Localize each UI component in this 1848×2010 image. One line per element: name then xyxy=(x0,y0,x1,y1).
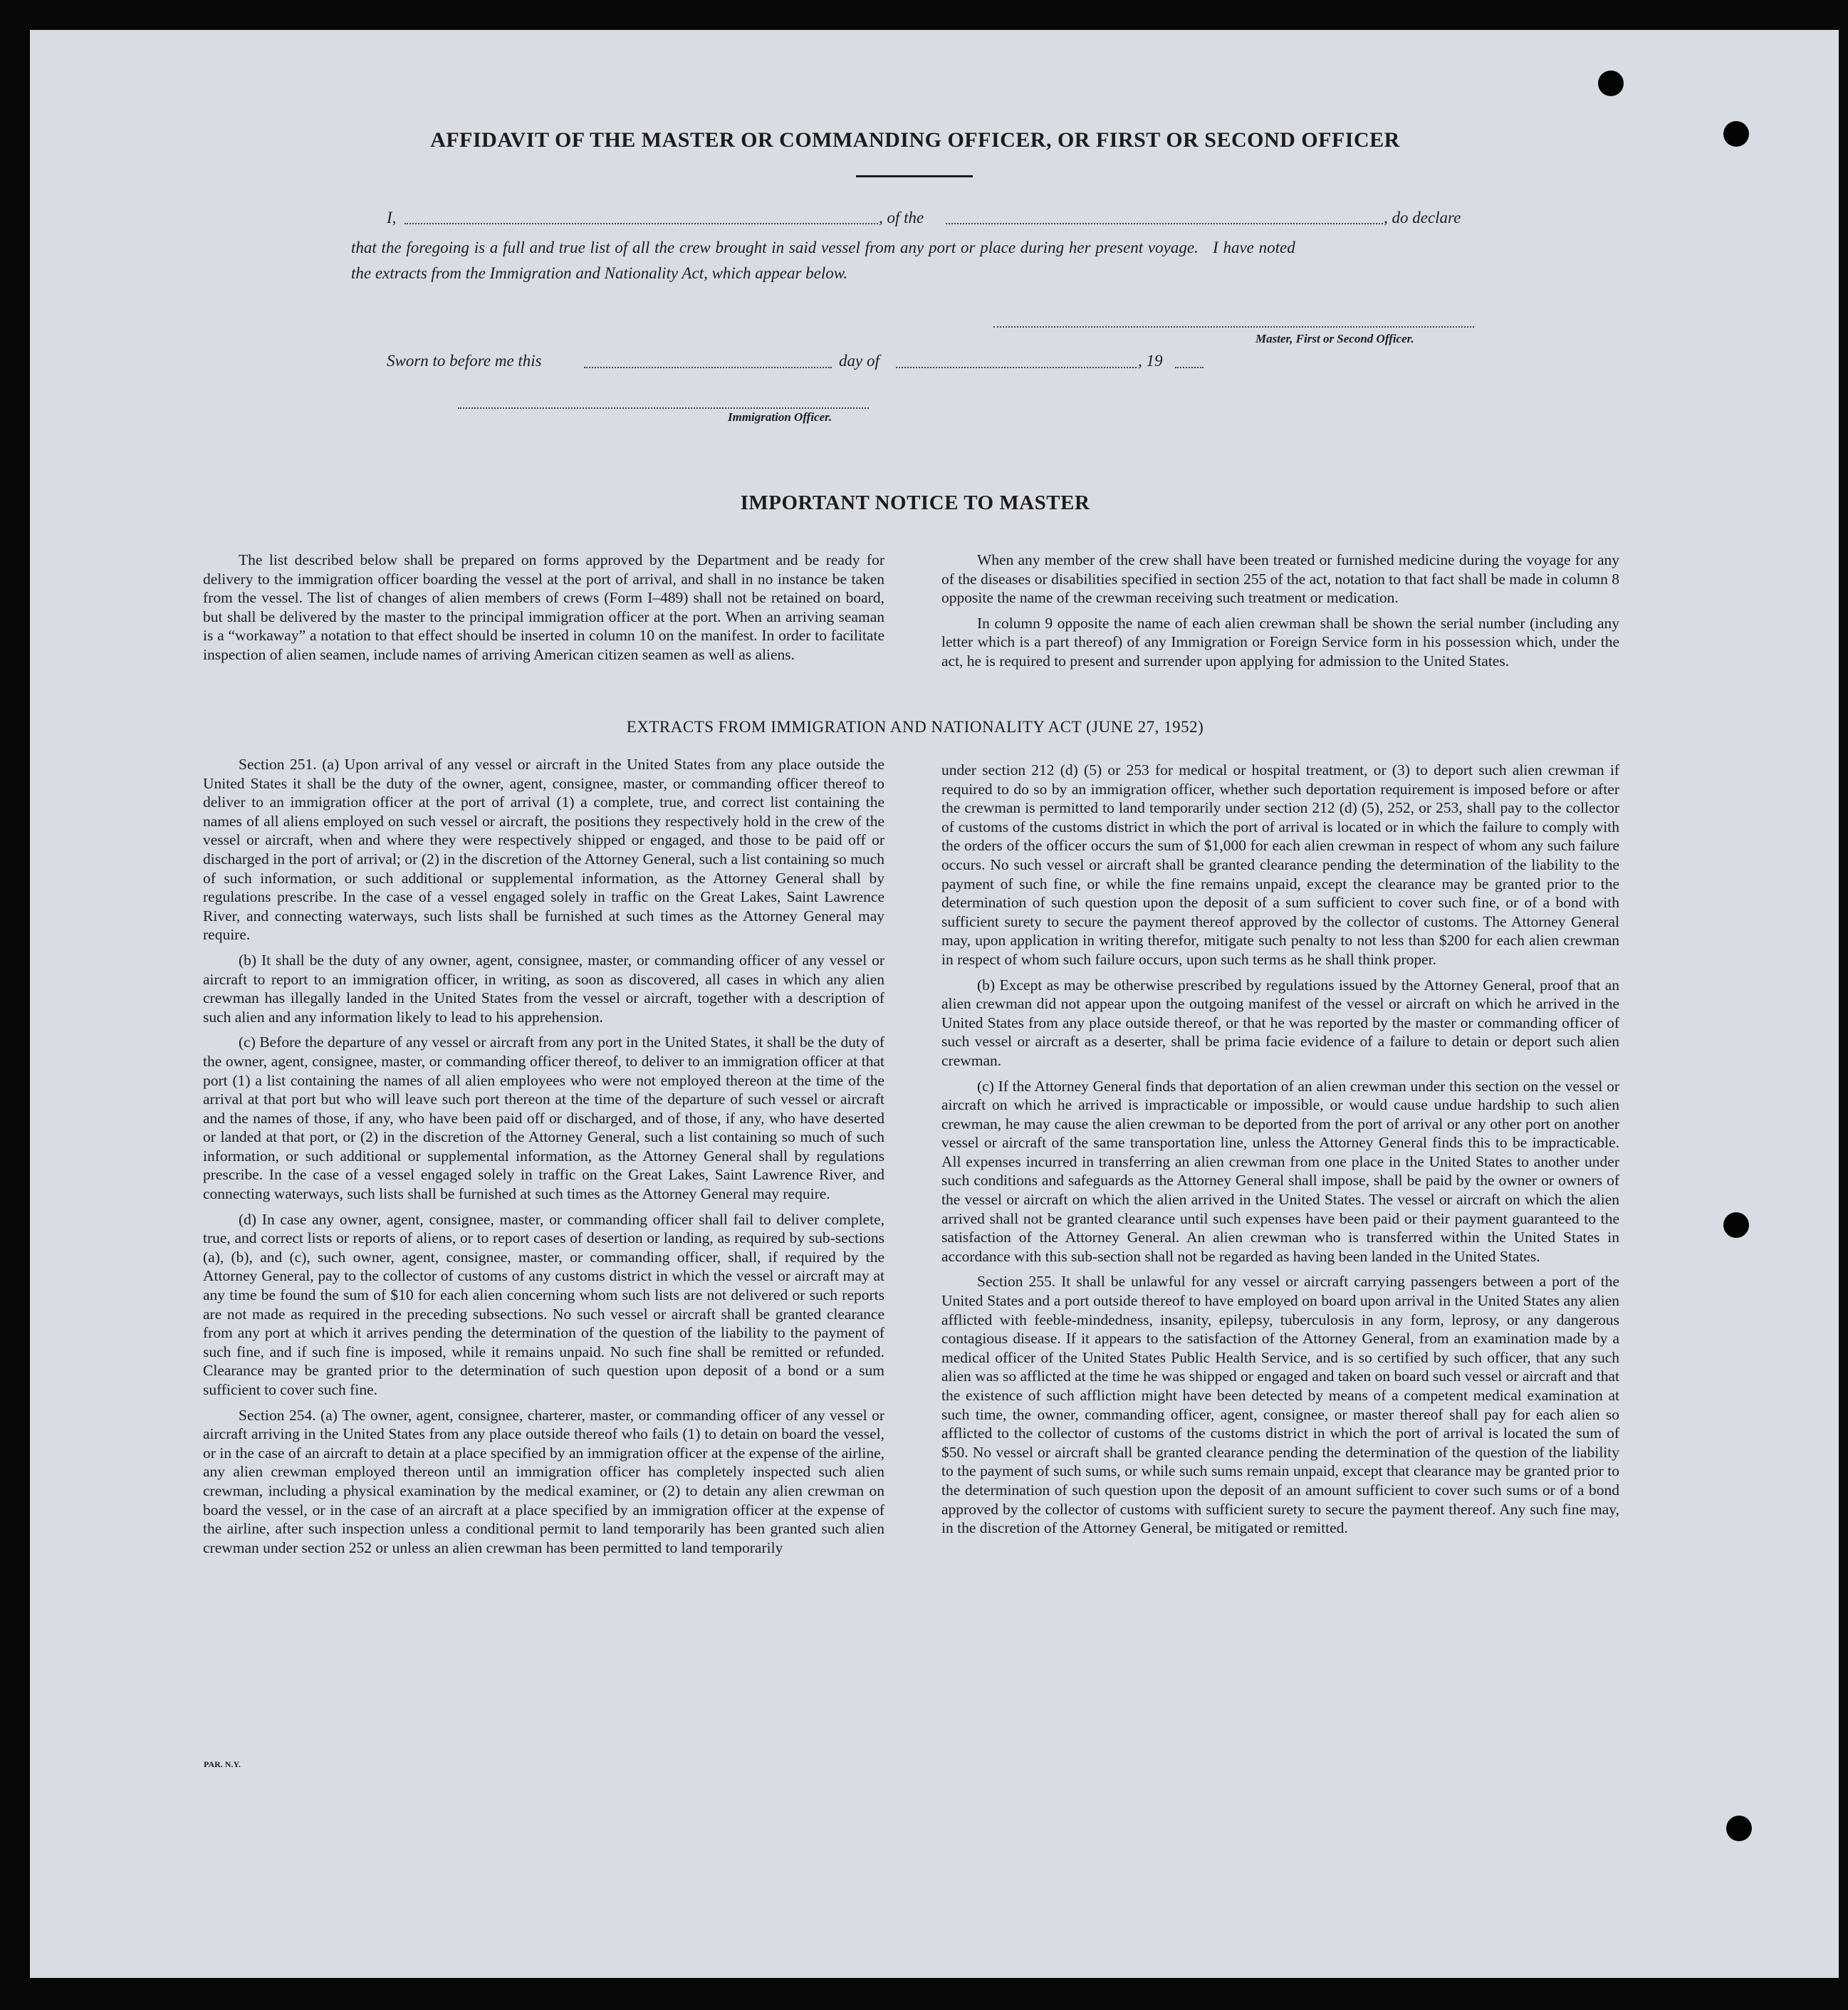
extract-paragraph: (d) In case any owner, agent, consignee, master, or commanding officer shall fail to deliver complete, true, and correct lists or reports of aliens, or to report cases of desertion or landing, as required by sub-sections (a), (b), and (c), such owner, agent, consignee, master, or commanding officer, shall, if required by the Attorney General, pay to the collector of customs of any customs district in which the vessel or aircraft may at any time be found the sum of $10 for each alien concerning whom such lists are not delivered or such reports are not made as required in the preceding subsections. No such vessel or aircraft shall be granted clearance from any port at which it arrives pending the determination of the question of the liability to the payment of such fine, and if such fine is imposed, while it remains unpaid. No such fine shall be remitted or refunded. Clearance may be granted prior to the determination of such question upon deposit of a bond or a sum sufficient to cover such fine. xyxy=(203,1210,884,1398)
extracts-right-column xyxy=(941,761,1619,1544)
title-underline xyxy=(856,175,973,177)
extracts-title: EXTRACTS FROM IMMIGRATION AND NATIONALITY ACT (JUNE 27, 1952) xyxy=(626,718,1204,736)
declaration-line-2: that the foregoing is a full and true list of all the crew brought in said vessel from any port or place during her present voyage. I have noted xyxy=(351,239,1295,256)
master-signature-caption: Master, First or Second Officer. xyxy=(1256,332,1414,345)
sworn-day-field[interactable] xyxy=(584,355,832,368)
extract-paragraph: under section 212 (d) (5) or 253 for medical or hospital treatment, or (3) to deport such alien crewman if required to do so by an immigration officer, whether such deportation requirement is imposed before or after the crewman is permitted to land temporarily under section 212 (d) (5), 252, or 253, shall pay to the collector of customs of the customs district in which the port of arrival is located or in which the failure to comply with the orders of the officer occurs the sum of $1,000 for each alien crewman in respect of whom any such failure occurs. No such vessel or aircraft shall be granted clearance pending the determination of the liability to the payment of such fine, or while the fine remains unpaid, except the clearance may be granted prior to the determination of such question upon the deposit of a sum sufficient to cover such fine, or of a bond with sufficient surety to secure the payment thereof approved by the collector of customs. The Attorney General may, upon application in writing therefor, mitigate such penalty to not less than $200 for each alien crewman in respect of whom such failure occurs, upon such terms as he shall think proper. xyxy=(941,761,1619,968)
printer-mark: PAR. N.Y. xyxy=(204,1759,241,1769)
sworn-label: Sworn to before me this xyxy=(387,352,542,370)
sworn-month-field[interactable] xyxy=(896,355,1137,368)
master-signature-line[interactable] xyxy=(993,318,1474,328)
notice-left-column xyxy=(203,551,884,671)
extract-paragraph: Section 254. (a) The owner, agent, consignee, charterer, master, or commanding officer of any vessel or aircraft arriving in the United States from any place outside thereof who fails (1) to detain on board the vessel, or in the case of an aircraft to detain at a place specified by an immigration officer at the expense of the airline, any alien crewman employed thereon until an immigration officer has completely inspected such alien crewman, including a physical examination by the medical examiner, or (2) to detain any alien crewman on board the vessel, or in the case of an aircraft at a place specified by an immigration officer at the expense of the airline, after such inspection unless a conditional permit to land temporarily has been granted such alien crewman under section 252 or unless an alien crewman has been permitted to land temporarily xyxy=(203,1406,884,1556)
extract-paragraph: Section 251. (a) Upon arrival of any vessel or aircraft in the United States from any place outside the United States it shall be the duty of the owner, agent, consignee, master, or commanding officer thereof to deliver to an immigration officer at the port of arrival (1) a complete, true, and correct list containing the names of all aliens employed on such vessel or aircraft, the positions they respectively hold in the crew of the vessel or aircraft, when and where they were respectively shipped or engaged, and those to be paid off or discharged in the port of arrival; or (2) in the discretion of the Attorney General, such a list containing so much of such information, or such additional or supplemental information, as the Attorney General shall by regulations prescribe. In the case of a vessel engaged solely in traffic on the Great Lakes, Saint Lawrence River, and connecting waterways, such lists shall be furnished at such times as the Attorney General may require. xyxy=(203,756,884,944)
extracts-left-column xyxy=(203,755,884,1563)
declarant-name-field[interactable] xyxy=(404,212,878,224)
declarant-prefix: I, xyxy=(387,209,397,226)
punch-hole-top-left xyxy=(1598,71,1624,96)
punch-hole-middle xyxy=(1723,1212,1749,1238)
extract-paragraph: Section 255. It shall be unlawful for any vessel or aircraft carrying passengers between a port of the United States and a port outside thereof to have employed on board upon arrival in the United States any alien afflicted with feeble-mindedness, insanity, epilepsy, tuberculosis in any form, leprosy, or any dangerous contagious disease. If it appears to the satisfaction of the Attorney General, from an examination made by a medical officer of the United States Public Health Service, and is so certified by such officer, that any such alien was so afflicted at the time he was shipped or engaged and taken on board such vessel or aircraft and that the existence of such affliction might have been detected by means of a competent medical examination at such time, the owner, commanding officer, agent, consignee, or master thereof shall pay for each alien so afflicted to the collector of customs of the customs district in which the port of arrival is located the sum of $50. No vessel or aircraft shall be granted clearance pending the determination of the question of the liability to the payment of such sums, or while such sums remain unpaid, except that clearance may be granted prior to the determination of such question upon the deposit of an amount sufficient to cover such sums or of a bond approved by the collector of customs with sufficient surety to secure the payment thereof. Any such fine may, in the discretion of the Attorney General, be mitigated or remitted. xyxy=(941,1273,1619,1537)
sworn-year-field[interactable] xyxy=(1175,355,1204,368)
punch-hole-bottom xyxy=(1726,1816,1752,1841)
notice-title: IMPORTANT NOTICE TO MASTER xyxy=(740,491,1090,514)
extract-paragraph: (c) Before the departure of any vessel or aircraft from any port in the United States, it shall be the duty of the owner, agent, consignee, master, or commanding officer thereof, to deliver to an immigration officer at that port (1) a list containing the names of all alien employees who were not employed thereon at the time of the arrival at that port but who will leave such port thereon at the time of the departure of such vessel or aircraft and the names of those, if any, who have been paid off or discharged, and of those, if any, who have deserted or landed at that port, or (2) in the discretion of the Attorney General, such a list containing so much of such information, or such additional or supplemental information, as the Attorney General shall by regulations prescribe. In the case of a vessel engaged solely in traffic on the Great Lakes, Saint Lawrence River, and connecting waterways, such lists shall be furnished at such times as the Attorney General may require. xyxy=(203,1033,884,1203)
extract-paragraph: (c) If the Attorney General finds that deportation of an alien crewman under this section on the vessel or aircraft on which he arrived is impracticable or impossible, or would cause undue hardship to such alien crewman, he may cause the alien crewman to be deported from the port of arrival or any other port on another vessel or aircraft of the same transportation line, unless the Attorney General finds this to be impracticable. All expenses incurred in transferring an alien crewman from one place in the United States to another under such conditions and safeguards as the Attorney General shall impose, shall be paid by the owner or owners of the vessel or aircraft on which the alien arrived in the United States. The vessel or aircraft on which the alien arrived shall not be granted clearance until such expenses have been paid or their payment guaranteed to the satisfaction of the Attorney General. An alien crewman who is transferred within the United States in accordance with this sub-section shall not be regarded as having been landed in the United States. xyxy=(941,1077,1619,1265)
notice-left-paragraph: The list described below shall be prepared on forms approved by the Department and be ready for delivery to the immigration officer boarding the vessel at the port of arrival, and shall in no instance be taken from the vessel. The list of changes of alien members of crews (Form I–489) shall not be retained on board, but shall be delivered by the master to the principal immigration officer at the port. When an arriving seaman is a “workaway” a notation to that effect should be inserted in column 10 on the manifest. In order to facilitate inspection of alien seamen, include names of arriving American citizen seamen as well as aliens. xyxy=(203,551,884,663)
of-the-label: , of the xyxy=(879,209,924,226)
immigration-officer-signature-line[interactable] xyxy=(458,399,869,409)
day-of-label: day of xyxy=(839,352,879,370)
extract-paragraph: (b) It shall be the duty of any owner, agent, consignee, master, or commanding officer of any vessel or aircraft to report to an immigration officer, in writing, as soon as discovered, all cases in which any alien crewman has illegally landed in the United States from the vessel or aircraft, together with a description of such alien and any information likely to lead to his apprehension. xyxy=(203,951,884,1026)
extract-paragraph: (b) Except as may be otherwise prescribed by regulations issued by the Attorney General, proof that an alien crewman did not appear upon the outgoing manifest of the vessel or aircraft on which he arrived in the United States from any place outside thereof, or that he was reported by the master or commanding officer of such vessel or aircraft as a deserter, shall be prima facie evidence of a failure to detain or deport such alien crewman. xyxy=(941,976,1619,1069)
vessel-name-field[interactable] xyxy=(946,212,1383,224)
notice-right-paragraph-1: When any member of the crew shall have been treated or furnished medicine during the voyage for any of the diseases or disabilities specified in section 255 of the act, notation to that fact shall be made in column 8 opposite the name of the crewman receiving such treatment or medication. xyxy=(941,551,1619,607)
declaration-line-3: the extracts from the Immigration and Nationality Act, which appear below. xyxy=(351,264,848,282)
immigration-officer-caption: Immigration Officer. xyxy=(728,410,832,424)
affidavit-title: AFFIDAVIT OF THE MASTER OR COMMANDING OFFICER, OR FIRST OR SECOND OFFICER xyxy=(430,128,1400,152)
year-label: , 19 xyxy=(1138,352,1163,370)
notice-right-column xyxy=(941,551,1619,677)
do-declare-label: , do declare xyxy=(1384,209,1461,226)
notice-right-paragraph-2: In column 9 opposite the name of each alien crewman shall be shown the serial number (including any letter which is a part thereof) of any Immigration or Foreign Service form in his possession which, under the act, he is required to present and surrender upon applying for admission to the United States. xyxy=(941,614,1619,670)
